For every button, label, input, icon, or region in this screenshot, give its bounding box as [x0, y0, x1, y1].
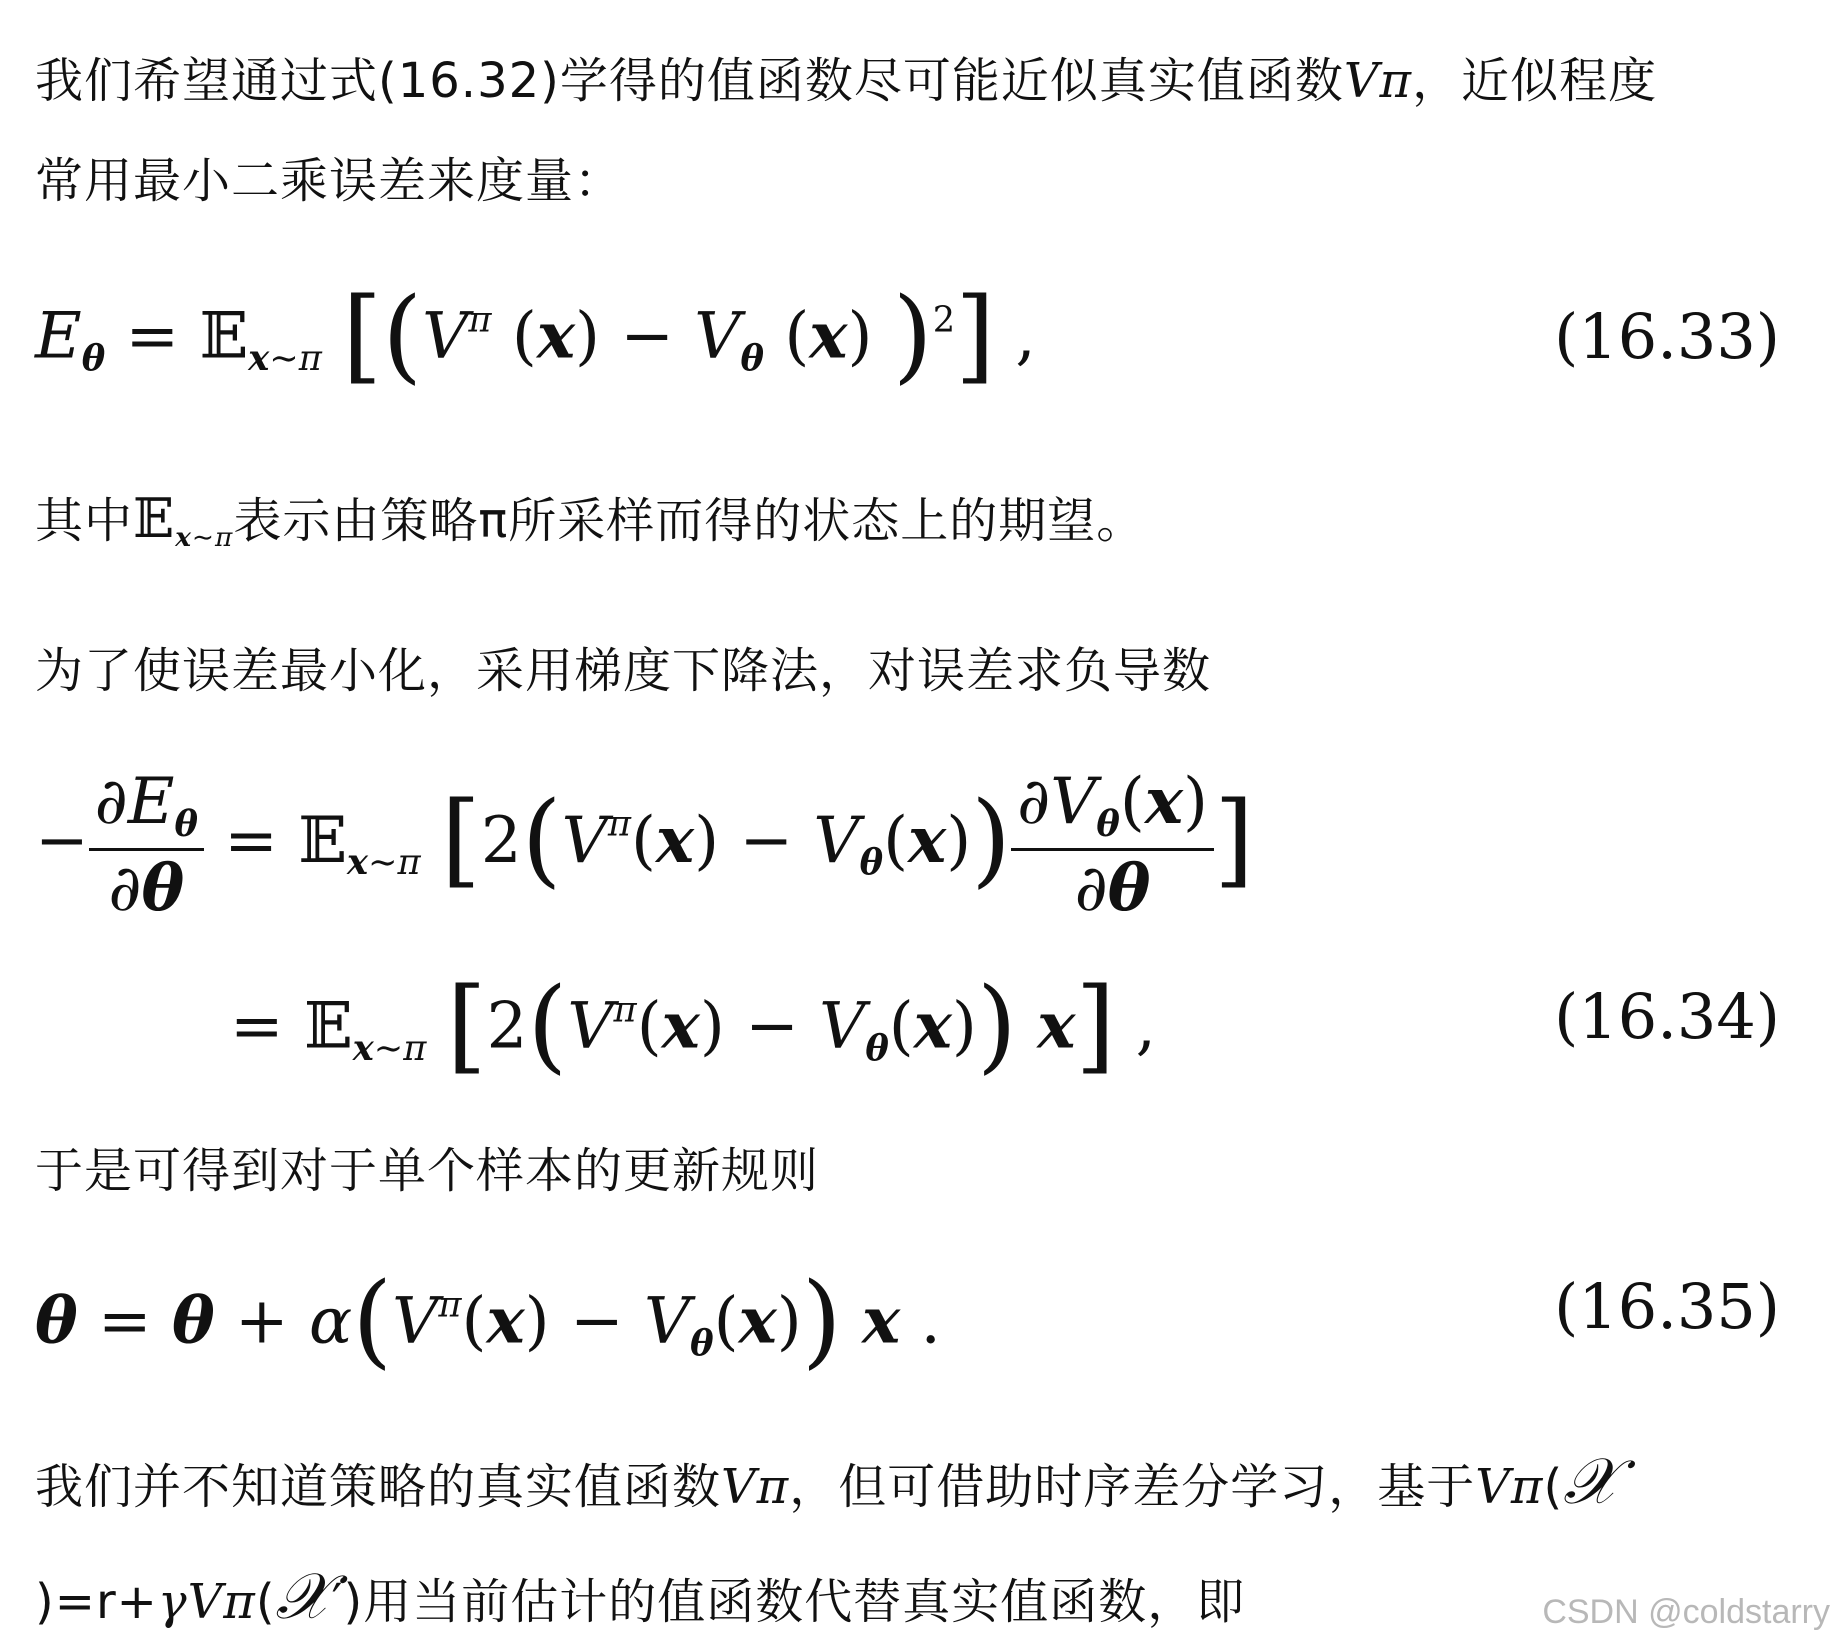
equation-number-16-33: (16.33): [1554, 300, 1780, 373]
paragraph-1-line-1: 我们希望通过式(16.32)学得的值函数尽可能近似真实值函数Vπ，近似程度: [35, 53, 1658, 109]
paragraph-1-line-2: 常用最小二乘误差来度量：: [35, 153, 624, 209]
paragraph-5-line-1: 我们并不知道策略的真实值函数Vπ，但可借助时序差分学习，基于Vπ(𝒳: [35, 1445, 1620, 1519]
watermark: CSDN @coldstarry: [1542, 1593, 1830, 1631]
v-pi-symbol: Vπ: [1343, 53, 1413, 109]
equation-16-34-line-2: = 𝔼$_{x\sim\pi}$ [$2(V^\pi(x) - V_\theta(x))$ x] ,: [230, 966, 1156, 1085]
paragraph-2: 其中𝔼$_{x\sim\pi}$表示由策略π所采样而得的状态上的期望。: [35, 487, 1146, 554]
paragraph-5-line-2: )=r+γVπ(𝒳′)用当前估计的值函数代替真实值函数，即: [35, 1560, 1246, 1634]
equation-number-16-35: (16.35): [1554, 1270, 1780, 1343]
paragraph-3: 为了使误差最小化，采用梯度下降法，对误差求负导数: [35, 643, 1212, 699]
equation-number-16-34: (16.34): [1554, 980, 1780, 1053]
equation-16-33: $E_\theta$ = 𝔼$_{x\sim\pi}$ [($V^\pi$ $(x) - V_\theta$ (x) )$^2$] ,: [35, 276, 1036, 395]
equation-16-35: $\theta = \theta + \alpha(V^\pi(x) - V_\theta(x))$ x .: [35, 1261, 941, 1380]
paragraph-4: 于是可得到对于单个样本的更新规则: [35, 1143, 820, 1199]
equation-16-34-line-1: − $\frac{\partial E_\theta}{\partial\theta}$ = 𝔼$_{x\sim\pi}$ [$2(V^\pi(x) - V_\theta(x))$ $\frac{\partial V_\theta(x)}{\partial\theta}$ ]: [35, 764, 1254, 926]
